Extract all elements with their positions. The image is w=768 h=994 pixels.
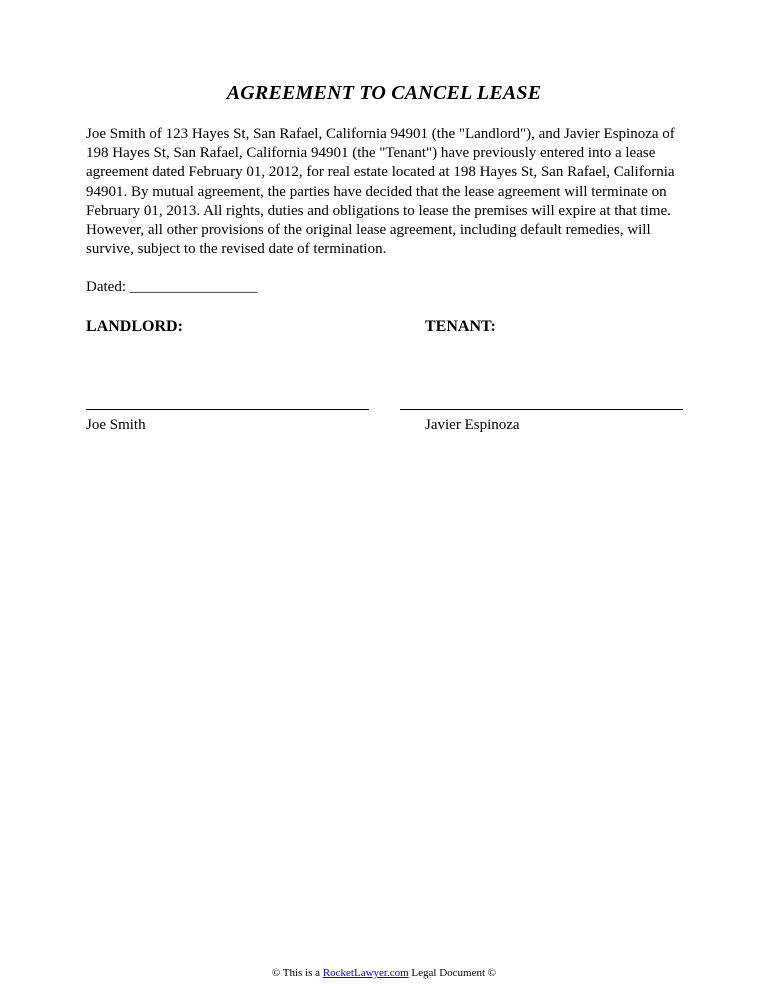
document-title: AGREEMENT TO CANCEL LEASE <box>226 82 542 104</box>
tenant-heading: TENANT: <box>425 318 496 335</box>
landlord-heading: LANDLORD: <box>86 318 183 335</box>
rocketlawyer-link[interactable]: RocketLawyer.com <box>322 967 409 979</box>
footer-suffix: Legal Document © <box>408 967 497 979</box>
footer-notice <box>0 967 768 979</box>
landlord-name: Joe Smith <box>86 417 146 433</box>
tenant-name: Javier Espinoza <box>425 417 520 433</box>
dated-line: Dated: _________________ <box>86 279 258 295</box>
agreement-body-paragraph: Joe Smith of 123 Hayes St, San Rafael, California 94901 (the "Landlord"), and Javier Espinoza of 198 Hayes St, San Rafael, California 94901 (the "Tenant") have previously entered into a lease agreement dated February 01, 2012, for real estate located at 198 Hayes St, San Rafael, California 94901. By mutual agreement, the parties have decided that the lease agreement will terminate on February 01, 2013. All rights, duties and obligations to lease the premises will expire at that time. However, all other provisions of the original lease agreement, including default remedies, will survive, subject to the revised date of termination. <box>86 126 675 258</box>
tenant-signature-line <box>400 409 683 410</box>
footer-prefix: © This is a <box>271 967 323 979</box>
landlord-signature-line <box>86 409 369 410</box>
